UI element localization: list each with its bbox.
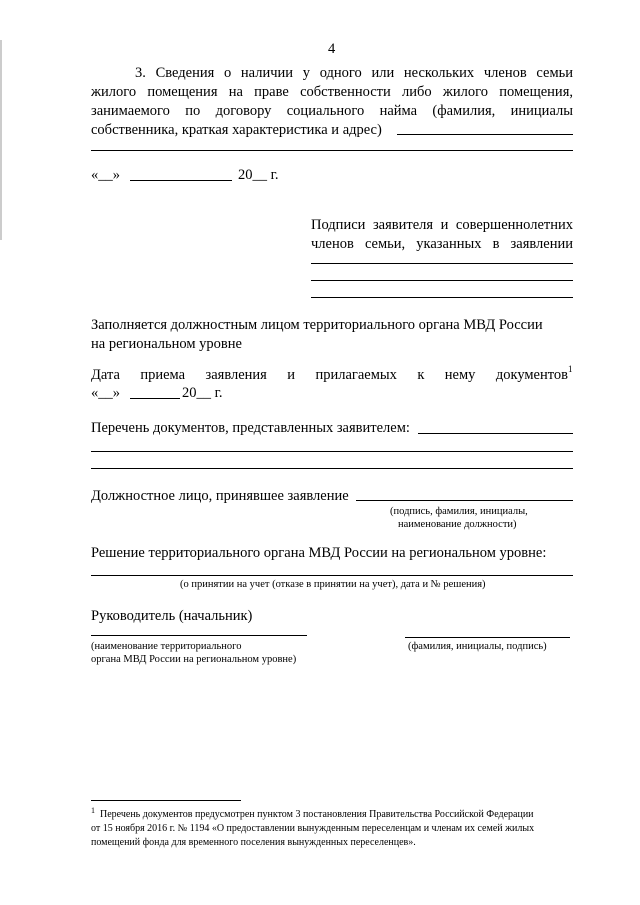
footnote-separator bbox=[91, 800, 241, 801]
footnote-mark: 1 bbox=[91, 806, 95, 815]
accepted-label: Должностное лицо, принявшее заявление bbox=[91, 488, 349, 504]
footnote-ref: 1 bbox=[568, 364, 573, 374]
docs-line-3[interactable] bbox=[91, 468, 573, 469]
signatures-line1: Подписи заявителя и совершеннолетних bbox=[311, 217, 573, 233]
scan-edge bbox=[0, 40, 2, 240]
docs-label: Перечень документов, представленных заявителем: bbox=[91, 420, 410, 436]
footnote-line3: помещений фонда для временного поселения вынужденных переселенцев». bbox=[91, 837, 416, 848]
signature-line-2[interactable] bbox=[311, 280, 573, 281]
signatures-line2: членов семьи, указанных в заявлении bbox=[311, 236, 573, 252]
accepted-line[interactable] bbox=[356, 500, 573, 501]
signature-line-3[interactable] bbox=[311, 297, 573, 298]
owner-field-line[interactable] bbox=[397, 134, 573, 135]
date1-month-line[interactable] bbox=[130, 180, 232, 181]
accepted-hint1: (подпись, фамилия, инициалы, bbox=[390, 506, 528, 517]
decision-hint: (о принятии на учет (отказе в принятии на учет), дата и № решения) bbox=[180, 579, 486, 590]
section3-line2: жилого помещения на праве собственности либо жилого помещения, bbox=[91, 84, 573, 100]
date2-day: «__» bbox=[91, 385, 120, 401]
head-org-line[interactable] bbox=[91, 635, 307, 636]
date2-line1: Дата приема заявления и прилагаемых к нему документов bbox=[91, 367, 568, 383]
section3-line3: занимаемого по договору социального найма (фамилия, инициалы bbox=[91, 103, 573, 119]
signature-line-1[interactable] bbox=[311, 263, 573, 264]
head-right-hint: (фамилия, инициалы, подпись) bbox=[408, 641, 547, 652]
head-left-hint1: (наименование территориального bbox=[91, 641, 242, 652]
decision-label: Решение территориального органа МВД России на региональном уровне: bbox=[91, 545, 547, 561]
head-left-hint2: органа МВД России на региональном уровне) bbox=[91, 654, 297, 665]
docs-line-2[interactable] bbox=[91, 451, 573, 452]
official-line1: Заполняется должностным лицом территориального органа МВД России bbox=[91, 317, 543, 333]
footnote-line1: Перечень документов предусмотрен пунктом 3 постановления Правительства Российской Федерации bbox=[100, 809, 534, 820]
section3-line4: собственника, краткая характеристика и адрес) bbox=[91, 122, 382, 138]
decision-line[interactable] bbox=[91, 575, 573, 576]
docs-line-1[interactable] bbox=[418, 433, 573, 434]
footnote-line2: от 15 ноября 2016 г. № 1194 «О предоставлении вынужденным переселенцам и членам их семей жилых bbox=[91, 823, 535, 834]
date1-day: «__» bbox=[91, 167, 120, 183]
owner-field-line-2[interactable] bbox=[91, 150, 573, 151]
official-line2: на региональном уровне bbox=[91, 336, 242, 352]
section3-line1: 3. Сведения о наличии у одного или нескольких членов семьи bbox=[135, 65, 573, 81]
page-number: 4 bbox=[328, 41, 336, 57]
date1-year: 20__ г. bbox=[238, 167, 279, 183]
head-name-line[interactable] bbox=[405, 637, 570, 638]
accepted-hint2: наименование должности) bbox=[398, 519, 517, 530]
head-label: Руководитель (начальник) bbox=[91, 608, 253, 624]
date2-month-line[interactable] bbox=[130, 398, 180, 399]
date2-year: 20__ г. bbox=[182, 385, 223, 401]
